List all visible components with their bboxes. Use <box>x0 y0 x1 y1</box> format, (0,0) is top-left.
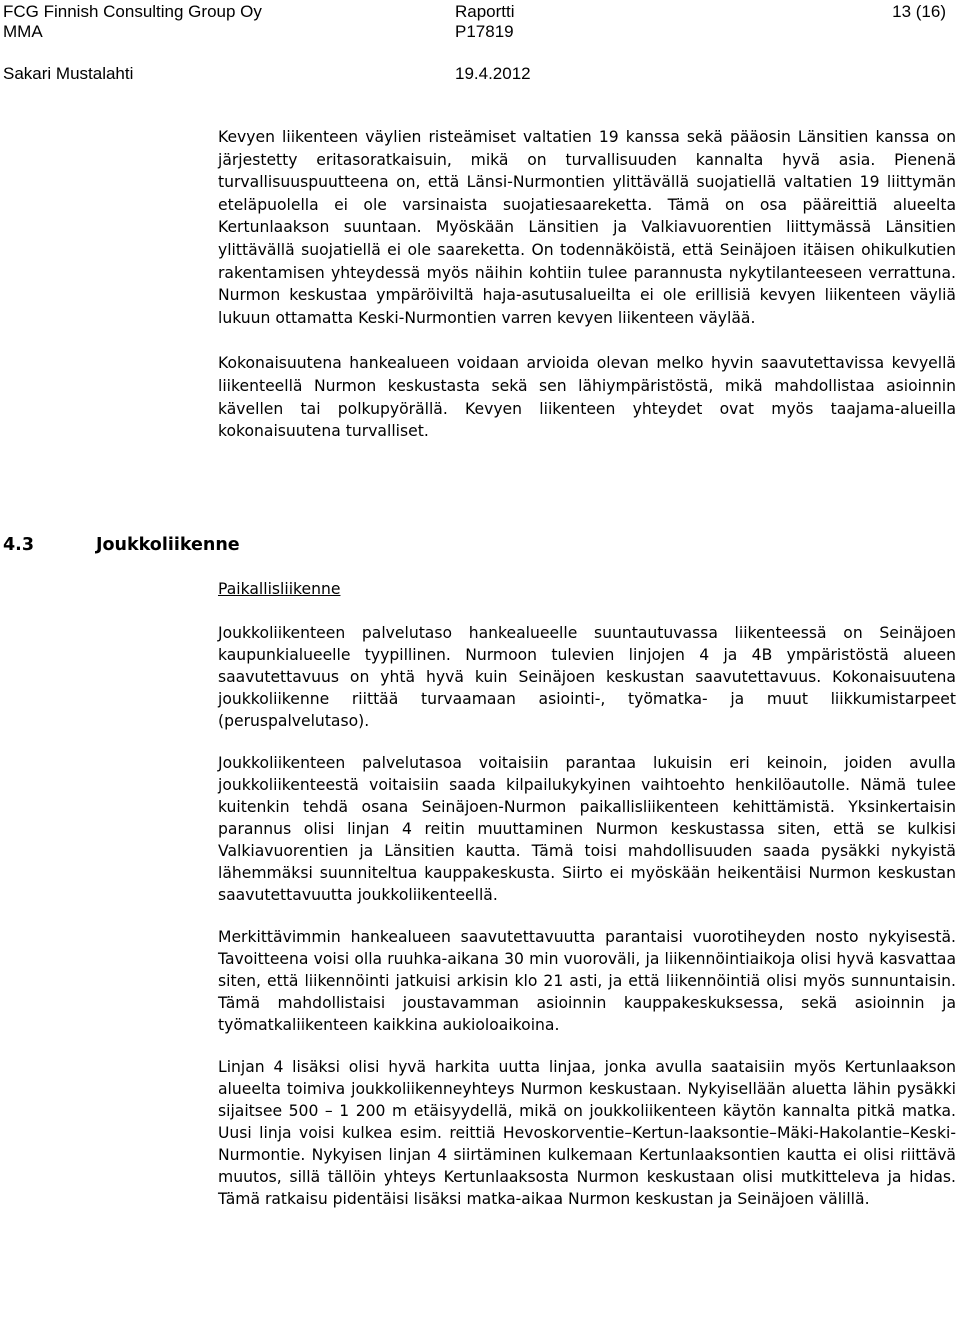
paragraph: Joukkoliikenteen palvelutasoa voitaisiin parantaa lukuisin eri keinoin, joiden avulla joukkoliikenteestä voitaisiin saada kilpailukykyinen vaihtoehto henkilöautolle. Nämä tulee kuitenkin tehdä osana Seinäjoen-Nurmon paikallisliikenteen kehittämistä. Yksinkertaisin parannus olisi linjan 4 reitin muuttaminen Nurmon keskustassa siten, että se kulkisi Valkiavuorentien ja Länsitien kautta. Tämä toisi mahdollisuuden saada pysäkki nykyistä lähemmäksi suunniteltua kauppakeskusta. Siirto ei myöskään heikentäisi Nurmon keskustan saavutettavuutta joukkoliikenteellä. <box>218 754 956 904</box>
body-text-block <box>218 126 956 443</box>
project-number: P17819 <box>455 22 514 41</box>
paragraph: Linjan 4 lisäksi olisi hyvä harkita uutta linjaa, jonka avulla saataisiin myös Kertunlaakson alueelta toimiva joukkoliikenneyhteys Nurmon keskustaan. Nykyisellään aluetta lähin pysäkki sijaitsee 500 – 1 200 m etäisyydellä, mikä on joukkoliikenteen käytön kannalta pitkä matka. Uusi linja voisi kulkea esim. reittiä Hevoskorventie–Kertun-laaksontie–Mäki-Hakolantie–Keski-Nurmontie. Nykyisen linjan 4 siirtäminen kulkemaan Kertunlaaksontien kautta ei olisi riittävä muutos, sillä tällöin yhteys Kertunlaaksosta Nurmon keskustaan olisi mutkitteleva ja hidas. Tämä ratkaisu pidentäisi lisäksi matka-aikaa Nurmon keskustan ja Seinäjoen välillä. <box>218 1058 956 1208</box>
page-number: 13 (16) <box>892 2 946 21</box>
section-body <box>218 622 956 1230</box>
paragraph: Merkittävimmin hankealueen saavutettavuutta parantaisi vuorotiheyden nosto nykyisestä. Tavoitteena voisi olla ruuhka-aikana 30 min vuoroväli, ja liikennöintiaikoja olisi hyvä kasvattaa siten, että liikennöinti jatkuisi arkisin klo 21 asti, ja että liikennöintiä olisi myös sunnuntaisin. Tämä mahdollistaisi joustavamman asioinnin kauppakeskuksessa, sekä asioinnin ja työmatkaliikenteen kaikkina aukioloaikoina. <box>218 928 956 1034</box>
paragraph-light-traffic: Kevyen liikenteen väylien risteämiset valtatien 19 kanssa sekä pääosin Länsitien kanssa on järjestetty eritasoratkaisuin, mikä on turvallisuuden kannalta hyvä asia. Pienenä turvallisuuspuutteena on, että Länsi-Nurmontien ylittävällä suojatiellä valtatien 19 liittymän eteläpuolella ei ole varsinaista suojatiesaareketta. Tämä on osa pääreittiä alueelta Kertunlaakson suuntaan. Myöskään Länsitien ja Valkiavuorentien liittymässä Länsitien ylittävällä suojatiellä ei ole saareketta. On todennäköistä, että Seinäjoen itäisen ohikulkutien rakentamisen yhteydessä myös näihin kohtiin tulee parannusta nykytilanteeseen verrattuna. Nurmon keskustaa ympäröiviltä haja-asutusalueilta ei ole erillisiä kevyen liikenteen väyliä lukuun ottamatta Keski-Nurmontien varren kevyen liikenteen väylää. <box>218 128 956 327</box>
section-heading <box>3 533 240 557</box>
section-title: Joukkoliikenne <box>96 535 240 555</box>
subheading: Paikallisliikenne <box>218 580 341 598</box>
section-number: 4.3 <box>3 535 35 555</box>
client-name: MMA <box>3 22 43 41</box>
paragraph-summary: Kokonaisuutena hankealueen voidaan arvioida olevan melko hyvin saavutettavissa kevyellä liikenteellä Nurmon keskustasta sekä sen lähiympäristöstä, mikä mahdollistaa asioinnin kävellen tai polkupyörällä. Kevyen liikenteen yhteydet ovat myös taajama-alueilla kokonaisuutena turvalliset. <box>218 354 956 441</box>
paragraph: Joukkoliikenteen palvelutaso hankealueelle suuntautuvassa liikenteessä on Seinäjoen kaupunkialueelle tyypillinen. Nurmoon tulevien linjojen 4 ja 4B ympäristöstä alueen saavutettavuus on yhtä hyvä kuin Seinäjoen keskustan saavutettavuus. Kokonaisuutena joukkoliikenne riittää turvaamaan asiointi-, työmatka- ja muut liikkumistarpeet (peruspalvelutaso). <box>218 624 956 730</box>
document-type: Raportti <box>455 2 515 21</box>
author-name: Sakari Mustalahti <box>3 64 134 83</box>
company-name: FCG Finnish Consulting Group Oy <box>3 2 262 21</box>
page-header <box>0 0 960 88</box>
document-date: 19.4.2012 <box>455 64 531 83</box>
